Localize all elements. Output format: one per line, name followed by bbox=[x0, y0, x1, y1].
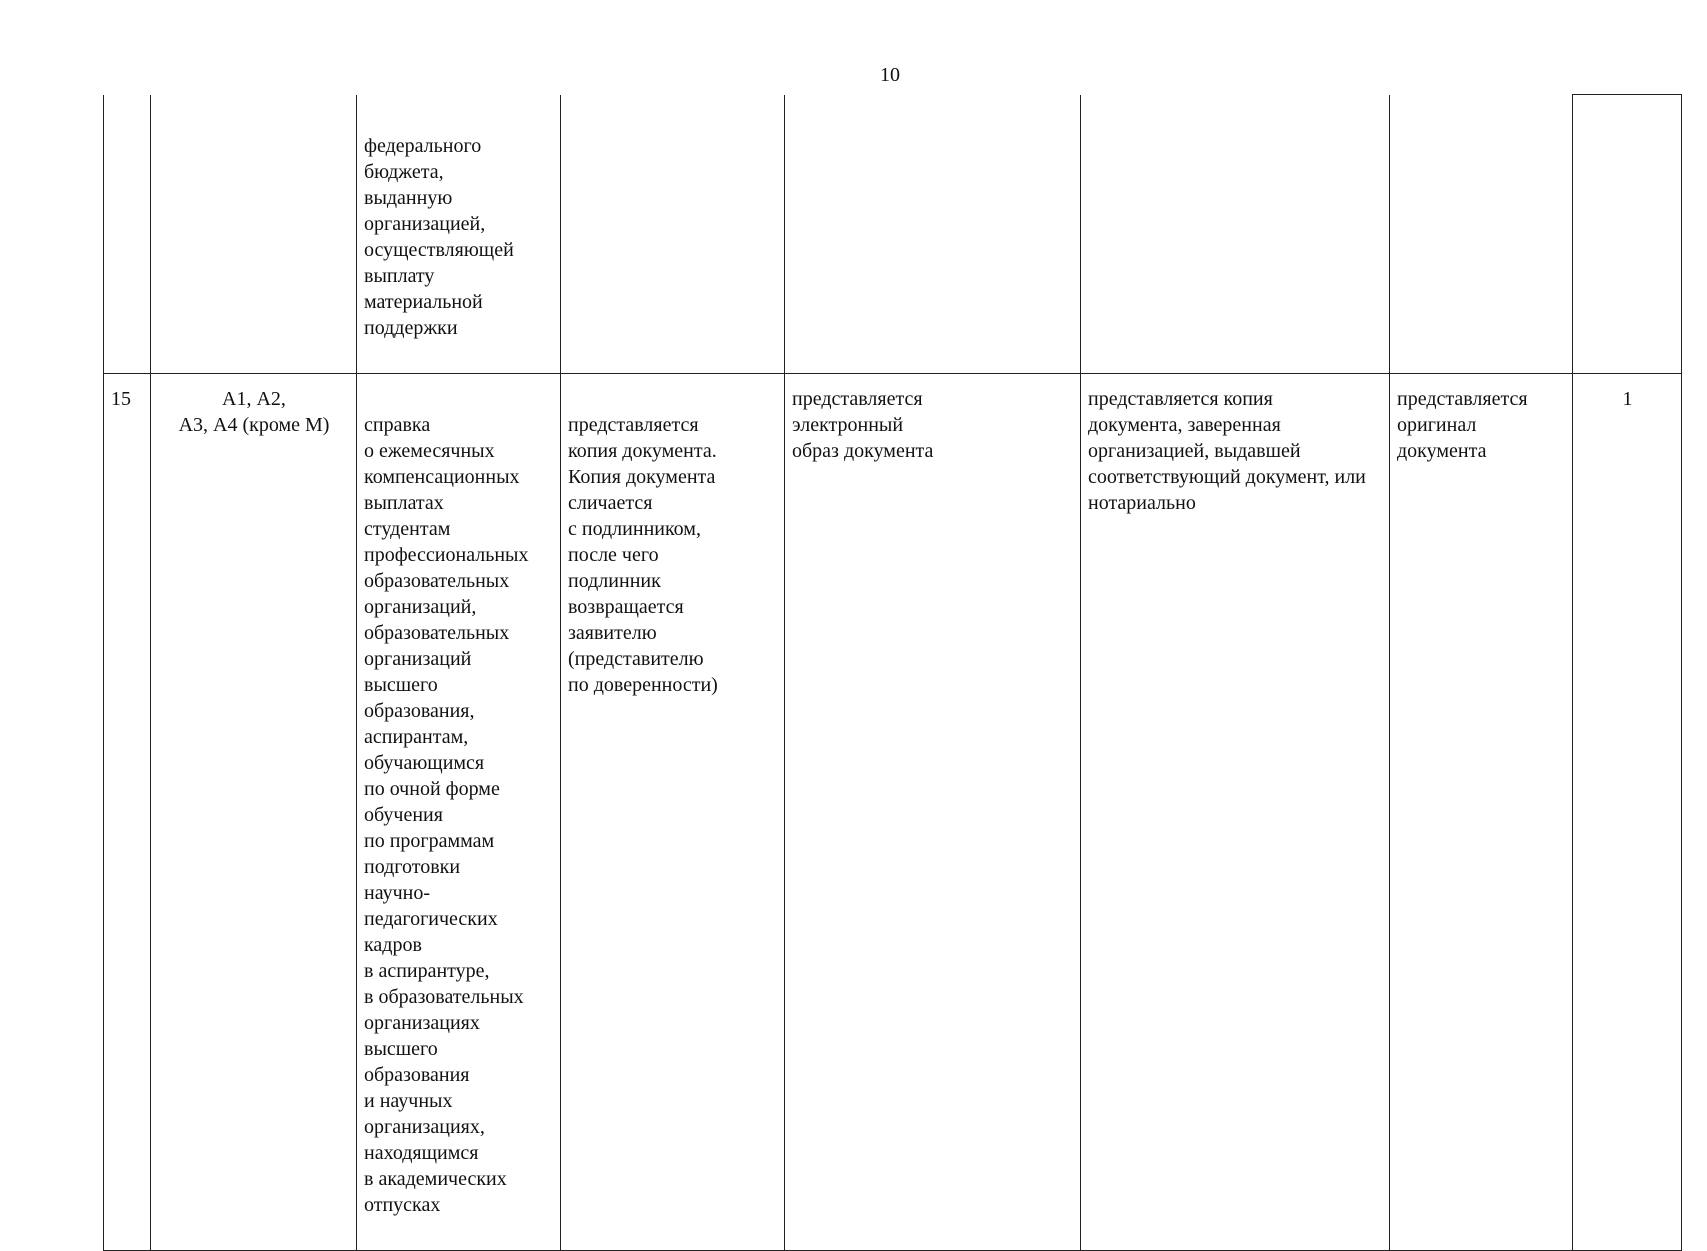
quantity-text: 1 bbox=[1622, 387, 1633, 410]
page-number: 10 bbox=[880, 64, 900, 86]
categories-text: А1, А2, А3, А4 (кроме М) bbox=[178, 387, 330, 436]
cell-continued-electronic bbox=[785, 95, 1081, 374]
cell-by-mail bbox=[1081, 373, 1390, 1250]
documents-table bbox=[103, 94, 1682, 1251]
cell-continued-by-mail bbox=[1081, 95, 1390, 374]
cell-continued-quantity bbox=[1573, 95, 1682, 374]
cell-continued-via-mfc bbox=[1390, 95, 1573, 374]
by-mail-text: представляется копия документа, заверенная организацией, выдавшей соответствующий документ, или нотариально bbox=[1088, 387, 1366, 514]
continued-document-text: федерального бюджета, выданную организацией, осуществляющей выплату материальной поддержки bbox=[364, 134, 514, 339]
cell-continued-number bbox=[104, 95, 151, 374]
cell-continued-document bbox=[357, 95, 561, 374]
cell-continued-categories bbox=[151, 95, 357, 374]
in-person-text: представляется копия документа. Копия документа сличается с подлинником, после чего подлинник возвращается заявителю (представителю по доверенности) bbox=[568, 413, 718, 696]
cell-document-name bbox=[357, 373, 561, 1250]
cell-categories bbox=[151, 373, 357, 1250]
cell-continued-in-person bbox=[561, 95, 785, 374]
document-name-text: справка о ежемесячных компенсационных выплатах студентам профессиональных образовательных организаций, образовательных организаций высшего образования, аспирантам, обучающимся по очной форме обучения по программам подготовки научно- педагогических кадров в аспирантуре, в образовательных организациях высшего образования и научных организациях, находящимся в академических отпусках bbox=[364, 413, 529, 1216]
cell-quantity bbox=[1573, 373, 1682, 1250]
electronic-text: представляется электронный образ документа bbox=[792, 387, 934, 462]
table-row-continued bbox=[104, 95, 1682, 374]
cell-in-person bbox=[561, 373, 785, 1250]
cell-via-mfc bbox=[1390, 373, 1573, 1250]
cell-row-number bbox=[104, 373, 151, 1250]
via-mfc-text: представляется оригинал документа bbox=[1397, 387, 1528, 462]
cell-electronic bbox=[785, 373, 1081, 1250]
row-number-text: 15 bbox=[111, 387, 131, 410]
table-row-15 bbox=[104, 373, 1682, 1250]
